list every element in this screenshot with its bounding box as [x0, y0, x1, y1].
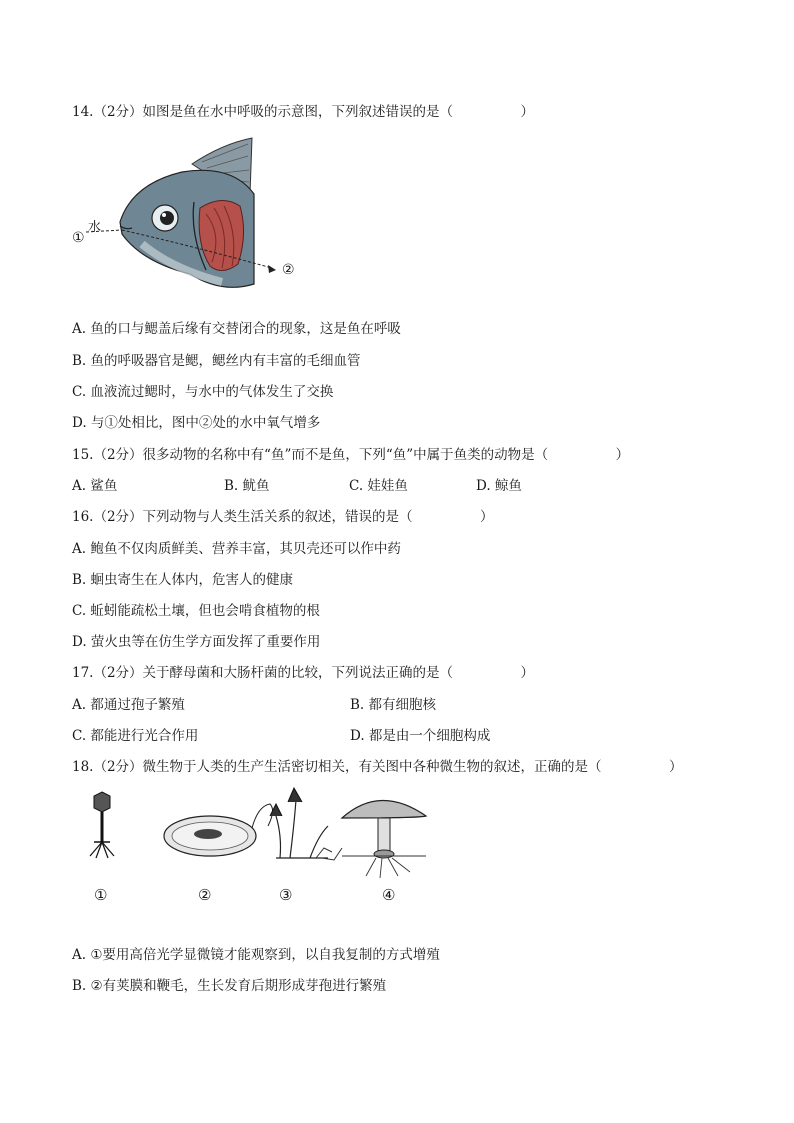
q16-option-d: D. 萤火虫等在仿生学方面发挥了重要作用	[72, 634, 321, 650]
q17-options-row1	[72, 696, 722, 714]
bacteriophage-drawing	[90, 792, 114, 858]
q18-option-a: A. ①要用高倍光学显微镜才能观察到，以自我复制的方式增殖	[72, 947, 440, 963]
q14-option-d: D. 与①处相比，图中②处的水中氧气增多	[72, 415, 321, 431]
q18-stem: 18.（2分）微生物于人类的生产生活密切相关，有关图中各种微生物的叙述，正确的是（ ）	[72, 759, 683, 775]
bacterium-drawing	[164, 804, 273, 856]
q17-option-b: B. 都有细胞核	[350, 697, 437, 713]
q14-option-a: A. 鱼的口与鳃盖后缘有交替闭合的现象，这是鱼在呼吸	[72, 321, 401, 337]
microorganisms-figure	[80, 786, 440, 906]
q14-option-b: B. 鱼的呼吸器官是鳃，鳃丝内有丰富的毛细血管	[72, 353, 361, 369]
figure-label-4: ④	[382, 886, 396, 904]
figure-label-1: ①	[94, 886, 108, 904]
q15-options	[72, 477, 722, 495]
water-label: 水	[88, 220, 102, 235]
q15-option-b: B. 鱿鱼	[224, 478, 270, 494]
q17-option-a: A. 都通过孢子繁殖	[72, 697, 185, 713]
q15-option-d: D. 鲸鱼	[476, 478, 522, 494]
q18-option-b: B. ②有荚膜和鞭毛，生长发育后期形成芽孢进行繁殖	[72, 978, 387, 994]
q17-option-c: C. 都能进行光合作用	[72, 728, 199, 744]
q15-option-c: C. 娃娃鱼	[349, 478, 408, 494]
q16-stem: 16.（2分）下列动物与人类生活关系的叙述，错误的是（ ）	[72, 509, 494, 525]
fish-breathing-figure	[72, 134, 312, 294]
q17-option-d: D. 都是由一个细胞构成	[350, 728, 491, 744]
q16-option-a: A. 鲍鱼不仅肉质鲜美、营养丰富，其贝壳还可以作中药	[72, 541, 401, 557]
q17-options-row2	[72, 727, 722, 745]
q15-stem: 15.（2分）很多动物的名称中有“鱼”而不是鱼，下列“鱼”中属于鱼类的动物是（ ）	[72, 447, 630, 463]
penicillium-drawing	[270, 788, 342, 860]
point-1-label: ①	[72, 230, 85, 246]
q16-option-b: B. 蛔虫寄生在人体内，危害人的健康	[72, 572, 294, 588]
q16-option-c: C. 蚯蚓能疏松土壤，但也会啃食植物的根	[72, 603, 320, 619]
figure-label-3: ③	[279, 886, 293, 904]
point-2-label: ②	[282, 262, 295, 278]
q14-option-c: C. 血液流过鳃时，与水中的气体发生了交换	[72, 384, 334, 400]
mushroom-drawing	[342, 800, 426, 878]
q14-stem: 14.（2分）如图是鱼在水中呼吸的示意图，下列叙述错误的是（ ）	[72, 104, 535, 120]
q15-option-a: A. 鲨鱼	[72, 478, 118, 494]
q17-stem: 17.（2分）关于酵母菌和大肠杆菌的比较，下列说法正确的是（ ）	[72, 665, 535, 681]
figure-label-2: ②	[198, 886, 212, 904]
